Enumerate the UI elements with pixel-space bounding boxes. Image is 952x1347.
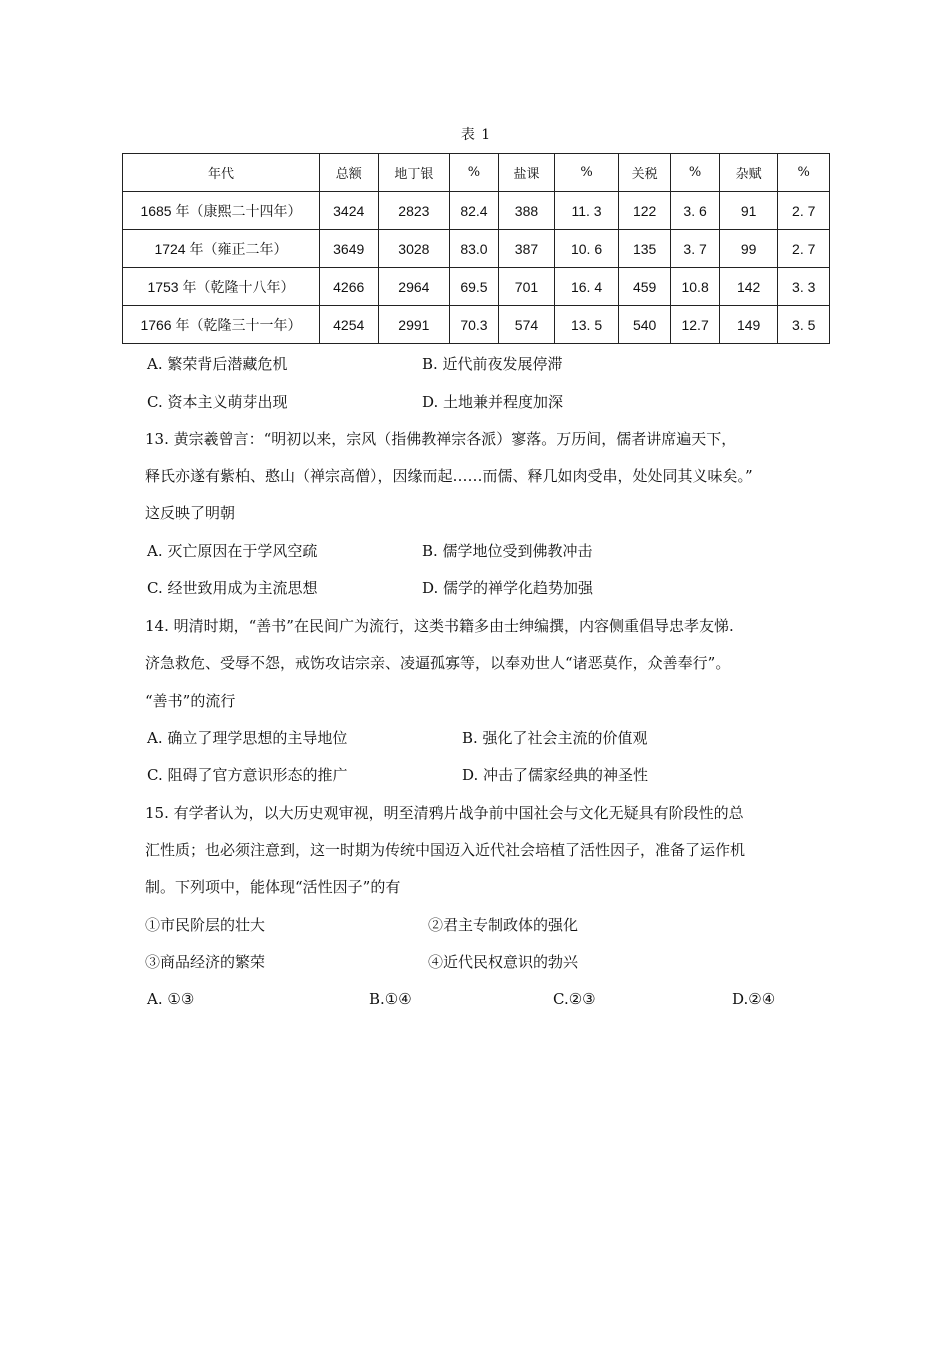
table-cell: 3028 [378,230,450,268]
q13-option-d: D. 儒学的禅学化趋势加强 [422,579,594,597]
q15-item-2: ②君主专制政体的强化 [428,916,579,934]
q15-item-4: ④近代民权意识的勃兴 [428,953,579,971]
table-cell: 4254 [319,306,378,344]
table-cell: 70.3 [450,306,498,344]
table-cell: 1753 年（乾隆十八年） [123,268,320,306]
table-cell: 11. 3 [555,192,619,230]
table-cell: 142 [719,268,778,306]
table-cell: 2823 [378,192,450,230]
table-cell: 2991 [378,306,450,344]
table-cell: 574 [498,306,555,344]
table-cell: 4266 [319,268,378,306]
header-cell: 关税 [618,154,671,192]
revenue-table [122,153,830,344]
table-cell: 13. 5 [555,306,619,344]
q15-item-3: ③商品经济的繁荣 [145,953,266,971]
table-cell: 69.5 [450,268,498,306]
q15-stem-line1: 15. 有学者认为，以大历史观审视，明至清鸦片战争前中国社会与文化无疑具有阶段性的总 [145,804,744,822]
table-cell: 10. 6 [555,230,619,268]
header-cell: 地丁银 [378,154,450,192]
q14-stem-line1: 14. 明清时期，“善书”在民间广为流行，这类书籍多由士绅编撰，内容侧重倡导忠孝友悌. [145,617,734,635]
q14-option-b: B. 强化了社会主流的价值观 [462,729,648,747]
table-cell: 2. 7 [778,192,830,230]
q14-option-c: C. 阻碍了官方意识形态的推广 [147,766,348,784]
table-cell: 459 [618,268,671,306]
table-header-row [123,154,830,192]
q13-stem-line1: 13. 黄宗羲曾言：“明初以来，宗风（指佛教禅宗各派）寥落。万历间，儒者讲席遍天下， [145,430,737,448]
q13-option-b: B. 儒学地位受到佛教冲击 [422,542,593,560]
table-cell: 1724 年（雍正二年） [123,230,320,268]
header-cell: % [450,154,498,192]
header-cell: 总额 [319,154,378,192]
header-cell: % [671,154,719,192]
table-cell: 3. 5 [778,306,830,344]
table-cell: 2964 [378,268,450,306]
header-cell: 杂赋 [719,154,778,192]
q15-stem-line3: 制。下列项中，能体现“活性因子”的有 [145,878,401,896]
q12-option-c: C. 资本主义萌芽出现 [147,393,288,411]
table-cell: 12.7 [671,306,719,344]
q13-option-c: C. 经世致用成为主流思想 [147,579,318,597]
table-row [123,268,830,306]
table-cell: 135 [618,230,671,268]
table-cell: 16. 4 [555,268,619,306]
q15-option-c: C.②③ [553,990,596,1008]
q13-stem-line2: 释氏亦遂有紫柏、憨山（禅宗高僧），因缘而起……而儒、释几如肉受串，处处同其义味矣。” [145,467,753,485]
q15-option-d: D.②④ [732,990,776,1008]
table-cell: 149 [719,306,778,344]
table-cell: 122 [618,192,671,230]
table-cell: 2. 7 [778,230,830,268]
q13-stem-line3: 这反映了明朝 [145,504,236,522]
q14-stem-line3: “善书”的流行 [145,692,236,710]
table-cell: 91 [719,192,778,230]
table-cell: 82.4 [450,192,498,230]
q13-option-a: A. 灭亡原因在于学风空疏 [147,542,318,560]
table-cell: 3424 [319,192,378,230]
q15-stem-line2: 汇性质；也必须注意到，这一时期为传统中国迈入近代社会培植了活性因子，准备了运作机 [145,841,746,859]
table-cell: 83.0 [450,230,498,268]
table-cell: 99 [719,230,778,268]
table-cell: 701 [498,268,555,306]
q15-item-1: ①市民阶层的壮大 [145,916,266,934]
q15-option-b: B.①④ [369,990,412,1008]
table-cell: 3649 [319,230,378,268]
table-cell: 3. 3 [778,268,830,306]
table-cell: 3. 6 [671,192,719,230]
table-cell: 10.8 [671,268,719,306]
q12-option-d: D. 土地兼并程度加深 [422,393,564,411]
q12-option-b: B. 近代前夜发展停滞 [422,355,563,373]
header-cell: % [778,154,830,192]
q15-option-a: A. ①③ [147,990,195,1008]
table-cell: 540 [618,306,671,344]
header-cell: 盐课 [498,154,555,192]
table-row [123,192,830,230]
table-cell: 387 [498,230,555,268]
table-row [123,230,830,268]
table-cell: 1685 年（康熙二十四年） [123,192,320,230]
table-caption: 表 1 [460,127,492,143]
table-row [123,306,830,344]
header-cell: % [555,154,619,192]
q14-option-d: D. 冲击了儒家经典的神圣性 [462,766,649,784]
q12-option-a: A. 繁荣背后潜藏危机 [147,355,288,373]
table-cell: 3. 7 [671,230,719,268]
q14-option-a: A. 确立了理学思想的主导地位 [147,729,348,747]
table-cell: 388 [498,192,555,230]
table-cell: 1766 年（乾隆三十一年） [123,306,320,344]
q14-stem-line2: 济急救危、受辱不怨，戒饬攻诘宗亲、凌逼孤寡等，以奉劝世人“诸恶莫作，众善奉行”。 [145,654,731,672]
header-cell: 年代 [123,154,320,192]
